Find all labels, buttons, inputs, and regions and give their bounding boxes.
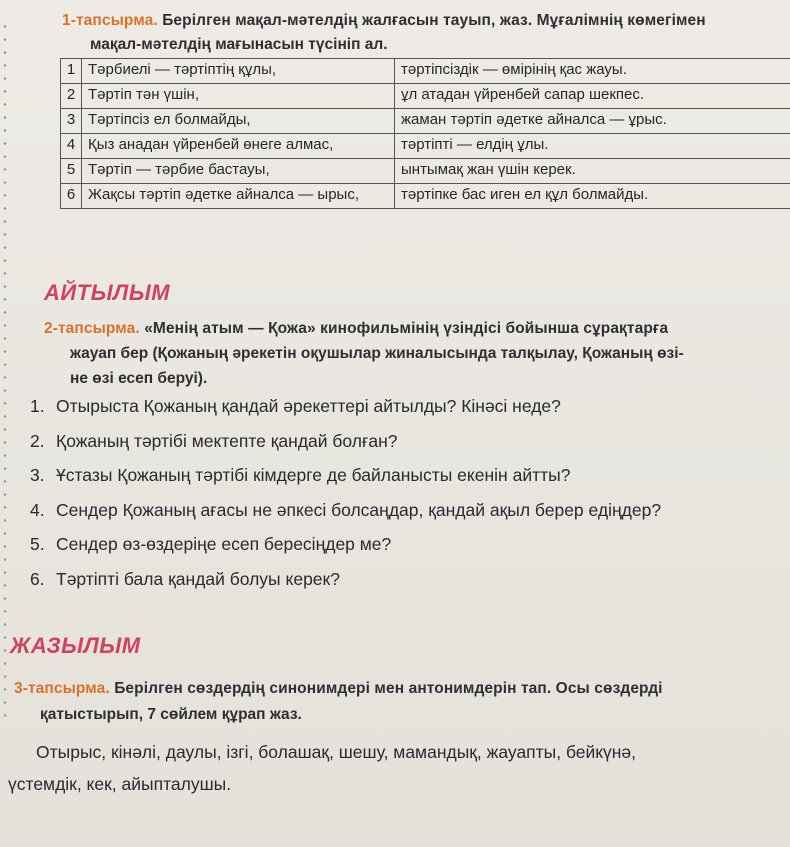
proverb-cell-right: ынтымақ жан үшін керек. (395, 159, 790, 184)
proverb-cell-left: Қыз анадан үйренбей өнеге алмас, (82, 134, 395, 159)
proverb-row (61, 159, 790, 184)
task2-continuation-1: жауап бер (Қожаның әрекетін оқушылар жиналысында талқылау, Қожаның өзі- (70, 345, 684, 362)
task1-continuation: мақал-мәтелдің мағынасын түсініп ал. (90, 36, 388, 53)
proverb-cell-num: 5 (61, 159, 82, 184)
question-number: 5. (30, 534, 45, 554)
question-text: Отырыста Қожаның қандай әрекеттері айтылды? Кінәсі неде? (56, 396, 561, 416)
proverb-cell-right: тәртіпті — елдің ұлы. (395, 134, 790, 159)
margin-dots (3, 20, 7, 720)
task3-words-line-1: Отырыс, кінәлі, даулы, ізгі, болашақ, шешу, мамандық, жауапты, бейкүнә, (36, 742, 636, 762)
proverb-row (61, 134, 790, 159)
task3-text: Берілген сөздердің синонимдері мен антонимдерін тап. Осы сөздерді (114, 680, 663, 697)
proverb-cell-left: Тәртіп тән үшін, (82, 84, 395, 109)
proverb-row (61, 84, 790, 109)
proverb-cell-left: Тәрбиелі — тәртіптің құлы, (82, 59, 395, 84)
question-number: 6. (30, 568, 45, 589)
proverb-cell-right: тәртіпке бас иген ел құл болмайды. (395, 184, 790, 209)
task2-continuation-2: не өзі есеп беруі). (70, 370, 208, 387)
question-item (30, 500, 661, 535)
proverb-cell-right: ұл атадан үйренбей сапар шекпес. (395, 84, 790, 109)
proverb-cell-num: 6 (61, 184, 82, 209)
question-text: Ұстазы Қожаның тәртібі кімдерге де байланысты екенін айтты? (56, 465, 571, 485)
question-item (30, 534, 661, 569)
proverb-cell-right: тәртіпсіздік — өмірінің қас жауы. (395, 59, 790, 84)
question-item (30, 396, 661, 431)
question-item (30, 431, 661, 466)
question-number: 1. (30, 396, 45, 416)
proverb-cell-num: 2 (61, 84, 82, 109)
question-list (30, 396, 661, 603)
proverbs-table (60, 58, 790, 209)
task2-heading (44, 320, 668, 338)
task1-heading (62, 12, 706, 30)
task3-continuation: қатыстырып, 7 сөйлем құрап жаз. (40, 706, 302, 723)
task1-number: 1-тапсырма. (62, 12, 158, 29)
section-title-writing: ЖАЗЫЛЫМ (10, 633, 141, 658)
section-title-speaking: АЙТЫЛЫМ (44, 280, 171, 305)
proverb-row (61, 184, 790, 209)
question-item (30, 569, 661, 604)
question-number: 3. (30, 465, 45, 485)
question-text: Тәртіпті бала қандай болуы керек? (56, 568, 340, 589)
proverb-cell-num: 4 (61, 134, 82, 159)
question-number: 4. (30, 499, 45, 520)
proverb-cell-left: Жақсы тәртіп әдетке айналса — ырыс, (82, 184, 395, 209)
proverb-cell-right: жаман тәртіп әдетке айналса — ұрыс. (395, 109, 790, 134)
task1-text: Берілген мақал-мәтелдің жалғасын тауып, жаз. Мұғалімнің көмегімен (162, 12, 706, 29)
question-number: 2. (30, 430, 45, 451)
task2-text: «Менің атым — Қожа» кинофильмінің үзіндісі бойынша сұрақтарға (144, 320, 669, 337)
task3-words-line-2: үстемдік, кек, айыпталушы. (8, 774, 232, 794)
proverb-cell-num: 1 (61, 59, 82, 84)
task3-number: 3-тапсырма. (14, 680, 110, 697)
question-text: Қожаның тәртібі мектепте қандай болған? (56, 430, 398, 451)
proverb-row (61, 59, 790, 84)
proverb-cell-left: Тәртіпсіз ел болмайды, (82, 109, 395, 134)
proverb-row (61, 109, 790, 134)
proverb-cell-left: Тәртіп — тәрбие бастауы, (82, 159, 395, 184)
task2-number: 2-тапсырма. (44, 320, 140, 337)
question-text: Сендер өз-өздеріңе есеп бересіңдер ме? (56, 534, 392, 554)
task3-heading (14, 680, 663, 698)
question-text: Сендер Қожаның ағасы не әпкесі болсаңдар, қандай ақыл берер едіңдер? (56, 499, 662, 520)
proverb-cell-num: 3 (61, 109, 82, 134)
question-item (30, 465, 661, 500)
